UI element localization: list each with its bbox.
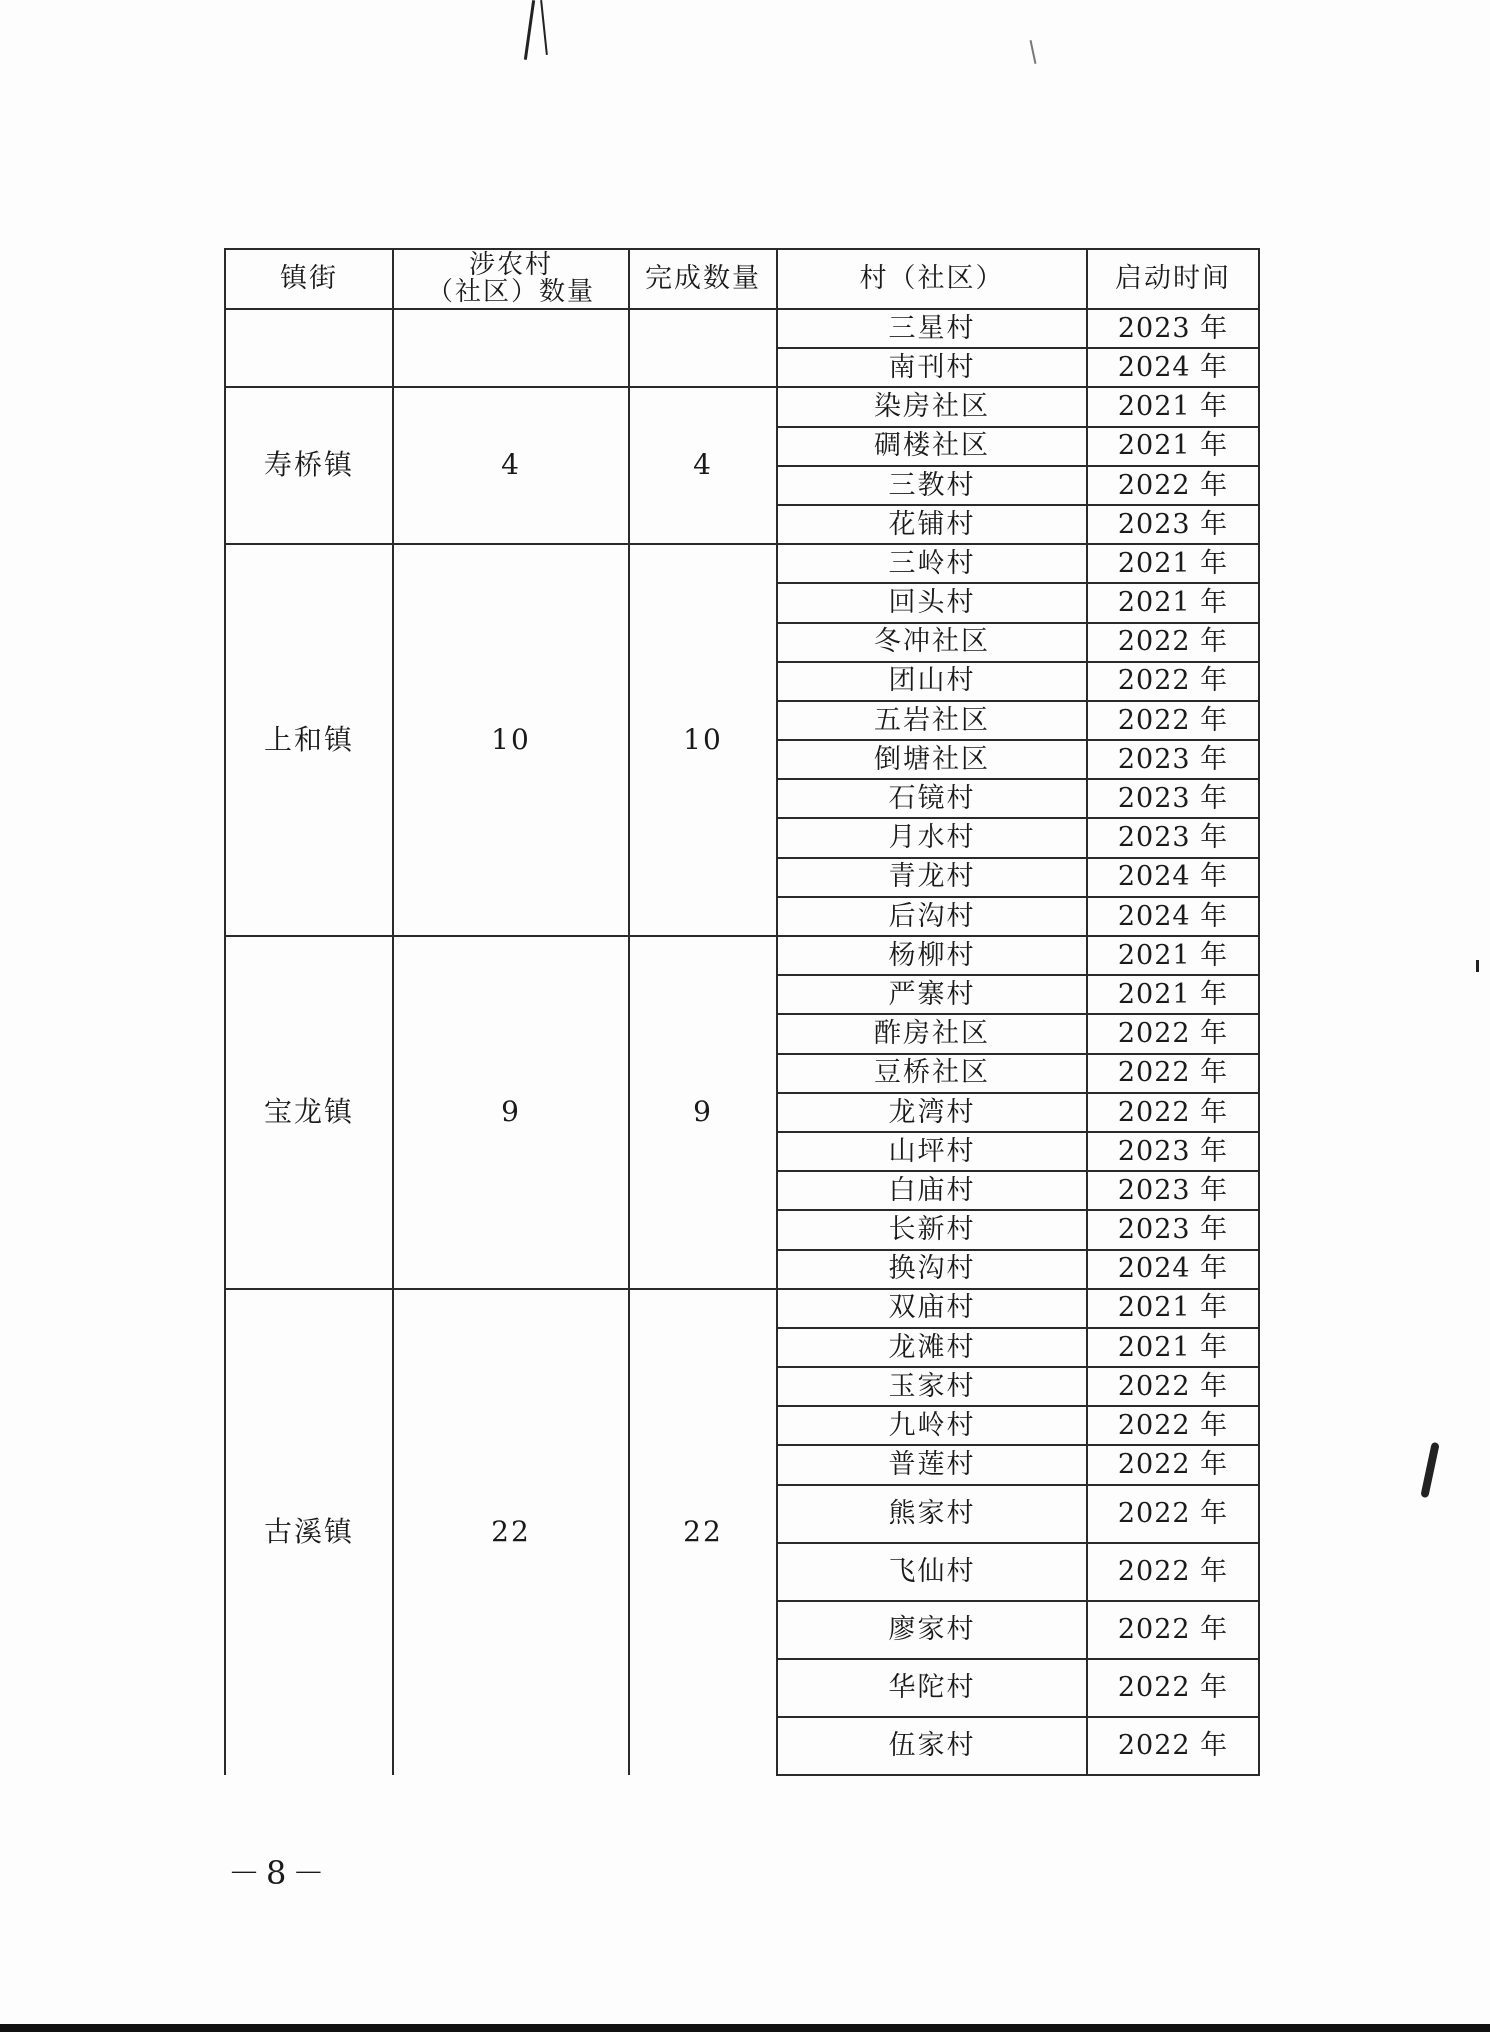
village-name-cell: 回头村 — [777, 583, 1087, 622]
completed-count-cell — [629, 309, 777, 387]
village-name-cell: 豆桥社区 — [777, 1054, 1087, 1093]
village-name-cell: 飞仙村 — [777, 1543, 1087, 1601]
start-year-cell: 2022 年 — [1087, 1014, 1259, 1053]
start-year-cell: 2022 年 — [1087, 466, 1259, 505]
village-name-cell: 五岩社区 — [777, 701, 1087, 740]
village-name-cell: 后沟村 — [777, 897, 1087, 936]
start-year-cell: 2021 年 — [1087, 1289, 1259, 1328]
village-name-cell: 玉家村 — [777, 1367, 1087, 1406]
village-name-cell: 白庙村 — [777, 1171, 1087, 1210]
village-name-cell: 三教村 — [777, 466, 1087, 505]
start-year-cell: 2024 年 — [1087, 348, 1259, 387]
table-row — [225, 1289, 1259, 1328]
scan-mark — [1420, 1442, 1439, 1498]
village-name-cell: 廖家村 — [777, 1601, 1087, 1659]
start-year-cell: 2023 年 — [1087, 779, 1259, 818]
completed-count-cell: 4 — [629, 387, 777, 544]
start-year-cell: 2021 年 — [1087, 387, 1259, 426]
scan-mark — [1476, 960, 1479, 972]
header-village-count — [393, 249, 629, 309]
start-year-cell: 2024 年 — [1087, 897, 1259, 936]
start-year-cell: 2022 年 — [1087, 1717, 1259, 1775]
header-town: 镇街 — [225, 249, 393, 309]
village-name-cell: 杨柳村 — [777, 936, 1087, 975]
start-year-cell: 2022 年 — [1087, 1406, 1259, 1445]
start-year-cell: 2023 年 — [1087, 818, 1259, 857]
village-count-cell: 10 — [393, 544, 629, 936]
village-name-cell: 冬冲社区 — [777, 623, 1087, 662]
village-name-cell: 团山村 — [777, 662, 1087, 701]
village-table-container — [224, 248, 1258, 1788]
village-name-cell: 月水村 — [777, 818, 1087, 857]
scan-mark — [540, 0, 548, 55]
village-name-cell: 龙滩村 — [777, 1328, 1087, 1367]
start-year-cell: 2024 年 — [1087, 858, 1259, 897]
scan-mark — [524, 0, 535, 60]
start-year-cell: 2021 年 — [1087, 427, 1259, 466]
town-cell: 寿桥镇 — [225, 387, 393, 544]
village-name-cell: 三星村 — [777, 309, 1087, 348]
completed-count-cell: 10 — [629, 544, 777, 936]
page-number: －8－ — [228, 1854, 331, 1892]
completed-count-cell: 9 — [629, 936, 777, 1289]
village-name-cell: 严寨村 — [777, 975, 1087, 1014]
town-cell: 上和镇 — [225, 544, 393, 936]
village-count-cell: 9 — [393, 936, 629, 1289]
village-name-cell: 石镜村 — [777, 779, 1087, 818]
village-name-cell: 华陀村 — [777, 1659, 1087, 1717]
table-row — [225, 387, 1259, 426]
start-year-cell: 2023 年 — [1087, 1132, 1259, 1171]
start-year-cell: 2023 年 — [1087, 1210, 1259, 1249]
village-name-cell: 倒塘社区 — [777, 740, 1087, 779]
start-year-cell: 2024 年 — [1087, 1250, 1259, 1289]
start-year-cell: 2022 年 — [1087, 1485, 1259, 1543]
village-table — [224, 248, 1260, 1776]
header-completed: 完成数量 — [629, 249, 777, 309]
completed-count-cell: 22 — [629, 1289, 777, 1775]
village-name-cell: 染房社区 — [777, 387, 1087, 426]
village-name-cell: 普莲村 — [777, 1445, 1087, 1484]
village-name-cell: 酢房社区 — [777, 1014, 1087, 1053]
table-row — [225, 544, 1259, 583]
village-name-cell: 花铺村 — [777, 505, 1087, 544]
village-name-cell: 碉楼社区 — [777, 427, 1087, 466]
start-year-cell: 2022 年 — [1087, 701, 1259, 740]
header-start-time: 启动时间 — [1087, 249, 1259, 309]
header-village: 村（社区） — [777, 249, 1087, 309]
table-header-row — [225, 249, 1259, 309]
start-year-cell: 2022 年 — [1087, 1543, 1259, 1601]
start-year-cell: 2023 年 — [1087, 505, 1259, 544]
start-year-cell: 2021 年 — [1087, 1328, 1259, 1367]
village-name-cell: 山坪村 — [777, 1132, 1087, 1171]
village-name-cell: 三岭村 — [777, 544, 1087, 583]
village-name-cell: 双庙村 — [777, 1289, 1087, 1328]
start-year-cell: 2022 年 — [1087, 1054, 1259, 1093]
village-count-cell — [393, 309, 629, 387]
start-year-cell: 2021 年 — [1087, 583, 1259, 622]
town-cell — [225, 309, 393, 387]
village-name-cell: 九岭村 — [777, 1406, 1087, 1445]
start-year-cell: 2023 年 — [1087, 1171, 1259, 1210]
village-name-cell: 熊家村 — [777, 1485, 1087, 1543]
start-year-cell: 2021 年 — [1087, 544, 1259, 583]
village-name-cell: 龙湾村 — [777, 1093, 1087, 1132]
scan-mark — [1030, 40, 1037, 64]
start-year-cell: 2022 年 — [1087, 1601, 1259, 1659]
start-year-cell: 2022 年 — [1087, 1093, 1259, 1132]
village-name-cell: 南刊村 — [777, 348, 1087, 387]
header-village-count-line2: （社区）数量 — [426, 277, 595, 307]
table-body — [225, 309, 1259, 1775]
start-year-cell: 2022 年 — [1087, 1367, 1259, 1406]
start-year-cell: 2023 年 — [1087, 740, 1259, 779]
header-village-count-line1: 涉农村 — [468, 249, 553, 280]
village-name-cell: 伍家村 — [777, 1717, 1087, 1775]
village-count-cell: 4 — [393, 387, 629, 544]
village-name-cell: 长新村 — [777, 1210, 1087, 1249]
village-count-cell: 22 — [393, 1289, 629, 1775]
table-row — [225, 936, 1259, 975]
start-year-cell: 2021 年 — [1087, 975, 1259, 1014]
village-name-cell: 换沟村 — [777, 1250, 1087, 1289]
town-cell: 古溪镇 — [225, 1289, 393, 1775]
scan-edge — [0, 2024, 1490, 2032]
start-year-cell: 2022 年 — [1087, 662, 1259, 701]
town-cell: 宝龙镇 — [225, 936, 393, 1289]
start-year-cell: 2023 年 — [1087, 309, 1259, 348]
start-year-cell: 2022 年 — [1087, 623, 1259, 662]
start-year-cell: 2022 年 — [1087, 1659, 1259, 1717]
village-name-cell: 青龙村 — [777, 858, 1087, 897]
start-year-cell: 2022 年 — [1087, 1445, 1259, 1484]
table-row — [225, 309, 1259, 348]
start-year-cell: 2021 年 — [1087, 936, 1259, 975]
